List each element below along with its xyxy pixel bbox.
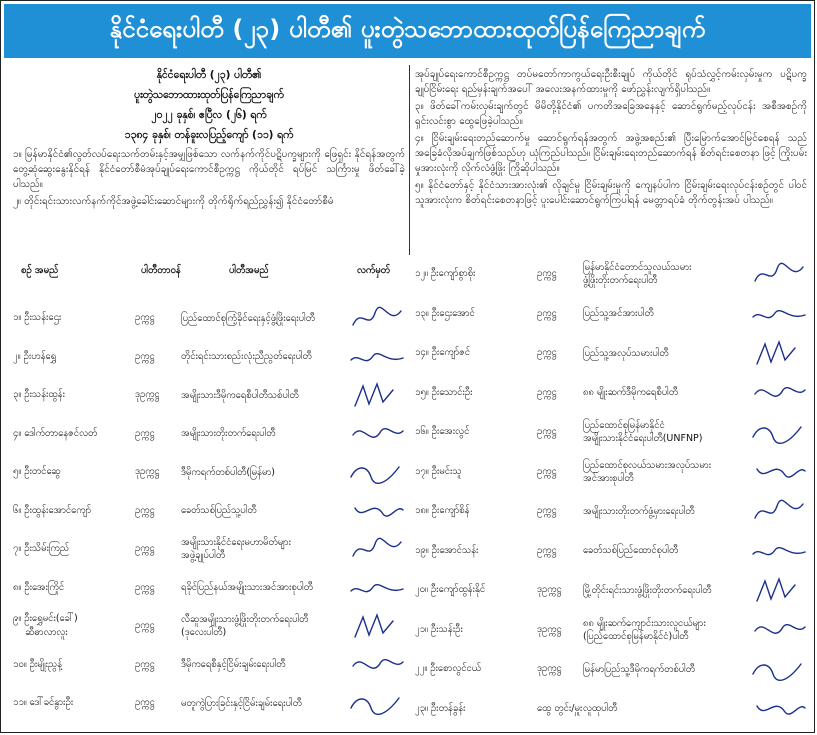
signatory-party: တိုင်းရင်းသားစည်းလုံးညီညွတ်ရေးပါတီ bbox=[181, 351, 312, 362]
signatory-row bbox=[415, 692, 810, 726]
handwritten-signature bbox=[751, 299, 809, 329]
title-banner bbox=[4, 4, 811, 58]
handwritten-signature bbox=[349, 611, 407, 641]
signatory-party: အမျိုးသားနိုင်ငံရေးမဟာမိတ်များ အဖွဲ့ချုပ်ပါတီ bbox=[181, 537, 291, 561]
signatory-party: အမျိုးသားဒီမိုကရေစီပါတီသစ်ပါတီ bbox=[181, 389, 299, 401]
signatory-party: ပြည်သူ့အင်အားပါတီ bbox=[583, 308, 654, 319]
paragraph-2-start: ၂။ တိုင်းရင်းသားလက်နက်ကိုင်အဖွဲ့ခေါင်းဆောင်များကို တိုက်ရိုက်ရည်ညွှန်း၍ နိုင်ငံတော်စီမံ bbox=[13, 196, 334, 207]
signatory-position: ဥက္ကဋ္ဌ bbox=[537, 505, 557, 516]
signatory-row bbox=[415, 257, 810, 291]
paragraph-1: ၁။ မြန်မာနိုင်ငံ၏လွတ်လပ်ရေးသက်တမ်းနှင့်အမျှဖြစ်သော လက်နက်ကိုင်ပဋိပက္ခများကို ဖြေရှင်း နိုင်ရန်အတွက် တွေ့ဆုံဆွေးနွေးနိုင်ရန် နိုင်ငံတော်စီမံအုပ်ချုပ်ရေးကောင်စီဥက္ကဋ္ဌ ကိုယ်တိုင် ရပ်မြင် သင်္ကြားမှု ဖိတ်ခေါ်ခဲ့ပါသည်။ bbox=[13, 149, 405, 190]
signatory-name: ၃။ ဦးသန်းထွန်း bbox=[13, 389, 65, 400]
signatory-party: ဒီမိုကရေစီနှင့်ငြိမ်းချမ်းရေးပါတီ bbox=[181, 659, 286, 670]
col-head-party: ပါတီအမည် bbox=[229, 265, 269, 276]
signatory-name: ၁၉။ ဦးအောင်သန်း bbox=[415, 544, 479, 556]
column-divider bbox=[409, 65, 410, 255]
signatory-row bbox=[13, 686, 408, 720]
signatory-position: ဥက္ကဋ္ဌ bbox=[537, 426, 557, 437]
handwritten-signature bbox=[349, 573, 407, 603]
handwritten-signature bbox=[349, 688, 407, 718]
signatory-party: ပြည်ထောင်စုလယ်သမားအလုပ်သမား အင်အားစုပါတီ bbox=[583, 459, 712, 484]
signatory-row bbox=[415, 534, 810, 568]
page-title: နိုင်ငံရေးပါတီ (၂၃) ပါတီ၏ ပူးတွဲသဘောထားထုတ်ပြန်ကြေညာချက် bbox=[109, 15, 706, 43]
signatory-row bbox=[13, 378, 408, 412]
signatory-position: ဥက္ကဋ္ဌ bbox=[135, 312, 155, 323]
signatory-row bbox=[415, 455, 810, 489]
signatory-name: ၁၃။ ဦးဌေးအောင် bbox=[415, 307, 475, 319]
signatory-row bbox=[415, 336, 810, 370]
handwritten-signature bbox=[349, 380, 407, 410]
handwritten-signature bbox=[349, 303, 407, 333]
handwritten-signature bbox=[349, 650, 407, 680]
signatory-position: ဒုဥက္ကဋ္ဌ bbox=[537, 663, 562, 674]
signatory-party: ပြည်ထောင်စုကြံ့ခိုင်ရေးနှင့်ဖွံ့ဖြိုးရေးပါတီ bbox=[181, 312, 315, 324]
handwritten-signature bbox=[751, 536, 809, 566]
handwritten-signature bbox=[751, 378, 809, 408]
signatory-name: ၁၀။ ဦးမျိုးညွန့် bbox=[13, 658, 63, 670]
signatory-row bbox=[13, 571, 408, 605]
signatory-name: ၁၄။ ဦးကျော်ဇင် bbox=[415, 347, 471, 358]
handwritten-signature bbox=[349, 419, 407, 449]
signatory-position: ဥက္ကဋ္ဌ bbox=[537, 465, 557, 477]
signatory-position: ဥက္ကဋ္ဌ bbox=[135, 581, 155, 593]
handwritten-signature bbox=[751, 417, 809, 447]
header-line-2: ပူးတွဲသဘောထားထုတ်ပြန်ကြေညာချက် bbox=[134, 89, 284, 101]
signatory-row bbox=[415, 376, 810, 410]
signatory-position: ဥက္ကဋ္ဌ bbox=[537, 386, 557, 398]
signatory-party: ၈၈ မျိုးဆက်ကျောင်းသားလူငယ်များ (ပြည်ထောင်စုမြန်မာနိုင်ငံ)ပါတီ bbox=[583, 617, 706, 642]
signatory-name: ၁၇။ ဦးမင်းသူ bbox=[415, 465, 462, 477]
signatory-party: လီဆူအမျိုးသားဖွံ့ဖြိုးတိုးတက်ရေးပါတီ (ဒုလေးပါတီ) bbox=[181, 614, 309, 638]
paragraph-5: ၅။ နိုင်ငံတော်နှင့် နိုင်ငံသားအားလုံး၏ လိုချင်မှု ငြိမ်းချမ်းမှုကို ကျေနပ်ပါက ငြိမ်းချမ်းရေးလုပ်ငန်းစဉ်တွင် ပါဝင်သူအားလုံးက စိတ်ရင်းစေတနာဖြင့် ပူးပေါင်းဆောင်ရွက်ကြပါရန် မေတ္တာရပ်ခံ တိုက်တွန်းအပ် ပါသည်။ bbox=[415, 180, 807, 206]
signatory-name: ၁၆။ ဦးအေးလွင် bbox=[415, 426, 470, 437]
signatory-position: ဒုဥက္ကဋ္ဌ bbox=[537, 623, 562, 635]
left-intro bbox=[13, 65, 405, 209]
handwritten-signature bbox=[751, 496, 809, 526]
handwritten-signature bbox=[751, 654, 809, 684]
signatory-name: ၅။ ဦးတင်ဆွေ bbox=[13, 466, 61, 477]
signatory-party: မြန်မာနိုင်ငံတောင်သူလယ်သမား ဖွံ့ဖြိုးတိုးတက်ရေးပါတီ bbox=[583, 262, 692, 286]
handwritten-signature bbox=[751, 694, 809, 724]
handwritten-signature bbox=[349, 534, 407, 564]
signatory-position: ဥက္ကဋ္ဌ bbox=[135, 697, 155, 708]
handwritten-signature bbox=[751, 338, 809, 368]
signatory-party: ဒီမိုကရက်တစ်ပါတီ(မြန်မာ) bbox=[181, 466, 276, 478]
handwritten-signature bbox=[751, 259, 809, 289]
paragraph-3: ၃။ ဖိတ်ခေါ်ကမ်းလှမ်းချက်တွင် မိမိတို့နိုင်ငံ၏ ပကတိအခြေအနေနှင့် ဆောင်ရွက်မည့်လုပ်ငန်း အစီအစဉ်ကို ရှင်းလင်းစွာ ထွေဖြေခဲ့ပါသည်။ bbox=[415, 101, 807, 127]
signatory-party: မြို့တိုင်းရင်းသားဖွံ့ဖြိုးတိုးတက်ရေးပါတီ bbox=[583, 584, 712, 596]
signatory-position: ဥက္ကဋ္ဌ bbox=[537, 544, 557, 556]
signatory-row bbox=[415, 573, 810, 607]
col-head-position: ပါတီတာဝန် bbox=[141, 265, 181, 276]
signatory-row bbox=[13, 648, 408, 682]
signatory-row bbox=[415, 297, 810, 331]
signatory-party: လူထုပါတီ bbox=[583, 703, 618, 714]
signatory-name: ၆။ ဦးထွန်းအောင်ကျော် bbox=[13, 504, 91, 516]
signatory-row bbox=[13, 340, 408, 374]
header-line-4: ၁၃၈၄ ခုနှစ်၊ တန်ခူးလပြည့်ကျော် (၁၁) ရက် bbox=[124, 129, 294, 141]
signatory-party: ခေတ်သစ်ပြည်သူ့ပါတီ bbox=[181, 505, 257, 516]
header-line-1: နိုင်ငံရေးပါတီ (၂၃) ပါတီ၏ bbox=[156, 69, 262, 81]
signatory-name: ၁။ ဦးသန်းဌေး bbox=[13, 312, 62, 323]
signatory-party: မြန်မာပြည်သူ့ဒီမိုကရက်တစ်ပါတီ bbox=[583, 663, 695, 675]
signatory-name: ၂၀။ ဦးကျော်ထွန်းနိုင် bbox=[415, 584, 486, 595]
signatory-position: ဥက္ကဋ္ဌ bbox=[135, 658, 155, 670]
handwritten-signature bbox=[349, 457, 407, 487]
signatory-name: ၉။ ဦးရွှေမင်း(ခေါ်) ဆီဓာလာလူး bbox=[13, 613, 78, 638]
signatory-name: ၂၃။ ဦးတန်ခွန်း bbox=[415, 702, 466, 714]
header-line-3: ၂၀၂၂ ခုနှစ်၊ ဧပြီလ (၂၆) ရက် bbox=[151, 109, 267, 121]
signatory-position: ဥက္ကဋ္ဌ bbox=[537, 268, 557, 279]
signatory-row bbox=[13, 609, 408, 643]
signatory-name: ၂။ ဦးဟန်ရွှေ bbox=[13, 350, 57, 362]
signatory-row bbox=[415, 494, 810, 528]
signatory-position: ဒုဥက္ကဋ္ဌ bbox=[135, 389, 160, 400]
signatory-position: ဥက္ကဋ္ဌ bbox=[135, 543, 155, 554]
paragraph-2-cont: အုပ်ချုပ်ရေးကောင်စီဥက္ကဋ္ဌ တပ်မတော်ကာကွယ်ရေးဦးစီးချုပ် ကိုယ်တိုင် ရုပ်သံလွှင့်ကမ်းလှမ်းမှုက ပဋိပက္ခချုပ်ငြိမ်းရေး ရည်မှန်းချက်အပေါ် အလေးအနက်ထားမှုကို ဖော်ညွှန်းလျက်ရှိပါသည်။ bbox=[415, 69, 807, 95]
signatory-party: ပြည်သူ့အလုပ်သမားပါတီ bbox=[583, 347, 669, 359]
signatory-position: ဥက္ကဋ္ဌ bbox=[135, 504, 155, 516]
signatory-party: မတူကွဲပြားခြင်းနှင့်ငြိမ်းချမ်းရေးပါတီ bbox=[181, 697, 302, 709]
signatory-row bbox=[13, 455, 408, 489]
signatory-name: ၂၁။ ဦးသန်းဦး bbox=[415, 623, 463, 635]
signatory-name: ၁၅။ ဦးသောင်းဦး bbox=[415, 386, 473, 398]
signatory-position: ဥက္ကဋ္ဌ bbox=[135, 427, 155, 439]
signatory-name: ၁၈။ ဦးကျော်စိန် bbox=[415, 505, 470, 516]
signatory-party: ခေတ်သစ်ပြည်ထောင်စုပါတီ bbox=[583, 545, 679, 556]
handwritten-signature bbox=[349, 496, 407, 526]
signatory-row bbox=[415, 613, 810, 647]
signatory-row bbox=[415, 652, 810, 686]
signatory-party: ၈၈ မျိုးဆက်ဒီမိုကရေစီပါတီ bbox=[583, 387, 679, 398]
col-head-name: စဉ် အမည် bbox=[21, 265, 59, 276]
handwritten-signature bbox=[349, 342, 407, 372]
signatory-position: ဥက္ကဋ္ဌ bbox=[537, 307, 557, 319]
signatory-row bbox=[13, 532, 408, 566]
handwritten-signature bbox=[751, 575, 809, 605]
signatory-position: ဒုဥက္ကဋ္ဌ bbox=[537, 584, 562, 595]
signatory-row bbox=[13, 417, 408, 451]
signatory-name: ၂၂။ ဦးစောလွင်ငယ် bbox=[415, 663, 481, 674]
signatory-position: ဒုဥက္ကဋ္ဌ bbox=[135, 466, 160, 477]
signatory-position: ဥက္ကဋ္ဌ bbox=[135, 350, 155, 362]
signatory-row bbox=[13, 301, 408, 335]
signatory-position: ဥက္ကဋ္ဌ bbox=[537, 347, 557, 358]
signatory-position: ထွေ တွင်း/မှူး bbox=[537, 702, 583, 714]
signatory-party: ပြည်ထောင်စုမြန်မာနိုင်ငံ အမျိုးသားနိုင်ငံရေးပါတီ(UNFNP) bbox=[583, 420, 703, 444]
paragraph-4: ၄။ ငြိမ်းချမ်းရေးတည်ဆောက်မှု ဆောင်ရွက်ရန်အတွက် အဖွဲ့အစည်း၏ ပြီးမြောက်အောင်မြင်စေရန် သည် အခြေခံလိုအပ်ချက်ဖြစ်သည်ဟု ယုံကြည်ပါသည်။ ငြိမ်းချမ်းရေးတည်ဆောက်ရန် စိတ်ရင်းစေတနာ ဖြင့် ကြိုးပမ်းမှုအားလုံးကို လိုက်လံဖွံ့ဖြိုး ကြိုဆိုပါသည်။ bbox=[415, 133, 807, 174]
signatory-name: ၈။ ဦးအေးကြိုင် bbox=[13, 581, 65, 593]
signatory-name: ၁၂။ ဦးကျော်စွာစိုး bbox=[415, 268, 476, 279]
signatory-name: ၁၁။ ဒေါ်ခင်နွားဦး bbox=[13, 697, 74, 708]
signatory-party: ရခိုင်ပြည်နယ်အမျိုးသားအင်အားစုပါတီ bbox=[181, 582, 314, 593]
signatory-position: ဥက္ကဋ္ဌ bbox=[135, 620, 155, 631]
right-intro bbox=[415, 65, 807, 208]
signatory-name: ၄။ ဒေါက်တာနေဇင်လတ် bbox=[13, 427, 98, 439]
handwritten-signature bbox=[751, 615, 809, 645]
signatory-party: အမျိုးသားတိုးတက်ရေးပါတီ bbox=[181, 428, 276, 439]
signatory-party: အမျိုးသားတိုးတက်ဖွံ့မှားရေးပါတီ bbox=[583, 505, 695, 517]
handwritten-signature bbox=[751, 457, 809, 487]
signatory-name: ၇။ ဦးသိမ်းကြည် bbox=[13, 543, 70, 554]
signatory-row bbox=[415, 415, 810, 449]
signatory-row bbox=[13, 494, 408, 528]
col-head-signature: လက်မှတ် bbox=[357, 265, 390, 276]
